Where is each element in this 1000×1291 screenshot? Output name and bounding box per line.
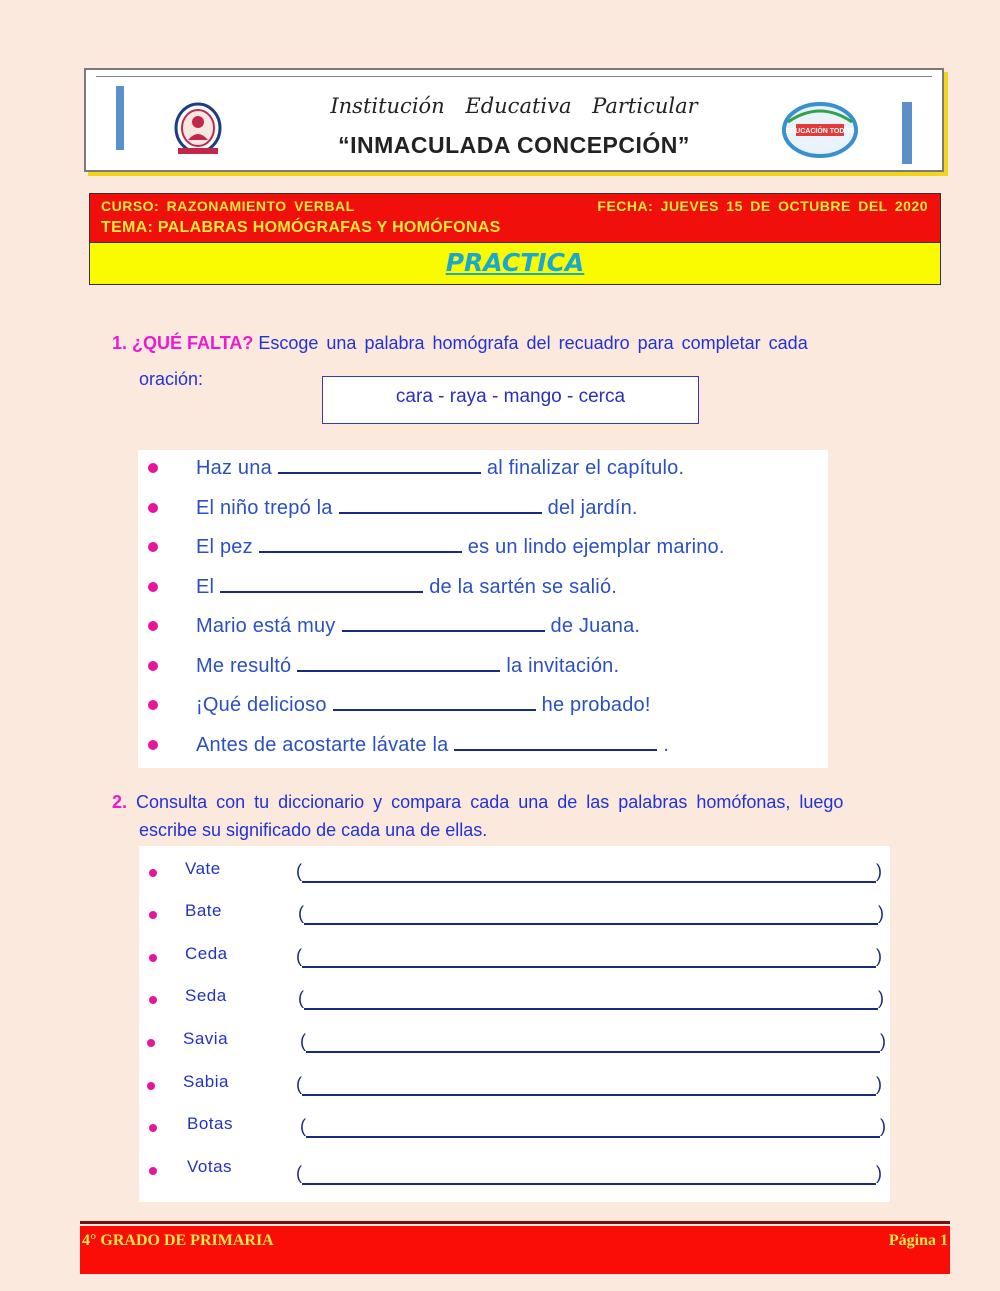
answer-blank[interactable] <box>259 529 462 553</box>
question-1-text-cont: oración: <box>139 369 204 389</box>
question-2-text-cont: escribe su significado de cada una de ellas. <box>139 820 488 840</box>
date-label: FECHA: JUEVES 15 DE OCTUBRE DEL 2020 <box>597 198 928 214</box>
course-label: CURSO: RAZONAMIENTO VERBAL <box>101 198 355 214</box>
definition-blank[interactable] <box>302 1094 876 1096</box>
answer-blank[interactable] <box>220 569 423 593</box>
question-2-number: 2. <box>112 792 128 812</box>
sentence-after: . <box>663 733 670 756</box>
bullet-icon <box>149 1124 157 1132</box>
sentence-after: de Juana. <box>550 615 641 637</box>
answer-blank[interactable] <box>454 727 657 751</box>
list-item <box>139 938 890 968</box>
open-paren: ( <box>300 1116 306 1136</box>
page-number: Página 1 <box>888 1232 948 1249</box>
list-item <box>139 1151 890 1181</box>
topic-label: TEMA: PALABRAS HOMÓGRAFAS Y HOMÓFONAS <box>101 219 501 236</box>
school-banner <box>84 68 944 172</box>
institution-line: Institución Educativa Particular <box>330 94 698 118</box>
definition-blank[interactable] <box>302 881 876 883</box>
homophone-word: Ceda <box>185 944 228 963</box>
sentence-before: El pez <box>196 536 253 558</box>
answer-blank[interactable] <box>333 687 536 711</box>
list-item <box>138 687 828 727</box>
list-item <box>139 853 890 883</box>
sentence-before: Mario está muy <box>196 615 336 637</box>
list-item <box>139 1023 890 1053</box>
close-paren: ) <box>876 946 882 966</box>
course-info-bar <box>89 193 941 243</box>
answer-blank[interactable] <box>278 450 481 474</box>
homophone-word: Sabia <box>183 1072 229 1091</box>
list-item <box>138 727 828 767</box>
close-paren: ) <box>880 1116 886 1136</box>
bullet-icon <box>148 503 158 513</box>
bullet-icon <box>149 954 157 962</box>
sentence-after: es un lindo ejemplar marino. <box>467 536 725 558</box>
definition-blank[interactable] <box>304 1008 878 1010</box>
definition-blank[interactable] <box>302 966 876 968</box>
bullet-icon <box>149 869 157 877</box>
list-item <box>139 1108 890 1138</box>
sentence-before: El niño trepó la <box>196 496 333 519</box>
bullet-icon <box>148 621 158 631</box>
list-item <box>139 895 890 925</box>
sentence-after: he probado! <box>541 694 651 716</box>
homophone-word: Vate <box>185 859 221 878</box>
word-bank-box: cara - raya - mango - cerca <box>322 376 699 424</box>
open-paren: ( <box>296 861 302 881</box>
bullet-icon <box>149 1167 157 1175</box>
answer-blank[interactable] <box>339 490 542 514</box>
open-paren: ( <box>296 1163 302 1183</box>
homophone-word: Seda <box>185 986 227 1005</box>
sentence-after: al finalizar el capítulo. <box>486 457 685 479</box>
question-1-lead: ¿QUÉ FALTA? <box>132 333 254 353</box>
grade-label: 4° GRADO DE PRIMARIA <box>82 1232 274 1249</box>
bullet-icon <box>147 1039 155 1047</box>
list-item <box>138 648 828 688</box>
sentence-before: Me resultó <box>196 654 292 677</box>
question-1-text: Escoge una palabra homógrafa del recuadro para completar cada <box>258 333 808 353</box>
sentence-after: del jardín. <box>547 496 638 519</box>
bullet-icon <box>148 582 158 592</box>
sentence-before: ¡Qué delicioso <box>196 694 327 716</box>
list-item <box>138 450 828 490</box>
homophone-word: Votas <box>187 1157 233 1176</box>
definition-blank[interactable] <box>306 1136 880 1138</box>
homophone-word: Bate <box>185 901 222 920</box>
answer-blank[interactable] <box>342 608 545 632</box>
sentence-before: Haz una <box>196 457 272 479</box>
definition-blank[interactable] <box>302 1183 876 1185</box>
definition-blank[interactable] <box>304 923 878 925</box>
open-paren: ( <box>296 1074 302 1094</box>
open-paren: ( <box>300 1031 306 1051</box>
question-1-number: 1. <box>112 333 128 353</box>
footer-rule <box>80 1221 950 1224</box>
bullet-icon <box>147 1082 155 1090</box>
homophone-word: Savia <box>183 1029 229 1048</box>
close-paren: ) <box>880 1031 886 1051</box>
page-footer <box>80 1226 950 1274</box>
homophone-list <box>139 846 890 1202</box>
open-paren: ( <box>296 946 302 966</box>
list-item <box>138 608 828 648</box>
close-paren: ) <box>878 988 884 1008</box>
sentence-after: de la sartén se salió. <box>429 575 618 598</box>
practica-bar <box>89 242 941 285</box>
banner-top-rule <box>96 76 932 77</box>
bullet-icon <box>148 463 158 473</box>
list-item <box>139 980 890 1010</box>
close-paren: ) <box>876 1163 882 1183</box>
question-2-text: Consulta con tu diccionario y compara cada una de las palabras homófonas, luego <box>136 792 844 812</box>
definition-blank[interactable] <box>306 1051 880 1053</box>
bullet-icon <box>149 911 157 919</box>
sentence-before: El <box>196 575 215 598</box>
logo-right-text: EDUCACIÓN TODOS <box>785 128 855 135</box>
sentence-after: la invitación. <box>506 654 620 677</box>
question-2-instruction <box>112 788 948 844</box>
list-item <box>138 490 828 530</box>
open-paren: ( <box>298 903 304 923</box>
sentence-list <box>138 450 828 768</box>
sentence-before: Antes de acostarte lávate la <box>196 733 449 756</box>
school-name: “INMACULADA CONCEPCIÓN” <box>338 132 690 158</box>
bullet-icon <box>149 996 157 1004</box>
bullet-icon <box>148 661 158 671</box>
bullet-icon <box>148 740 158 750</box>
homophone-word: Botas <box>187 1114 233 1133</box>
list-item <box>138 569 828 609</box>
list-item <box>139 1066 890 1096</box>
list-item <box>138 529 828 569</box>
practica-title: PRACTICA <box>445 248 585 277</box>
close-paren: ) <box>878 903 884 923</box>
bullet-icon <box>148 542 158 552</box>
answer-blank[interactable] <box>297 648 500 672</box>
open-paren: ( <box>298 988 304 1008</box>
close-paren: ) <box>876 861 882 881</box>
bullet-icon <box>148 700 158 710</box>
close-paren: ) <box>876 1074 882 1094</box>
